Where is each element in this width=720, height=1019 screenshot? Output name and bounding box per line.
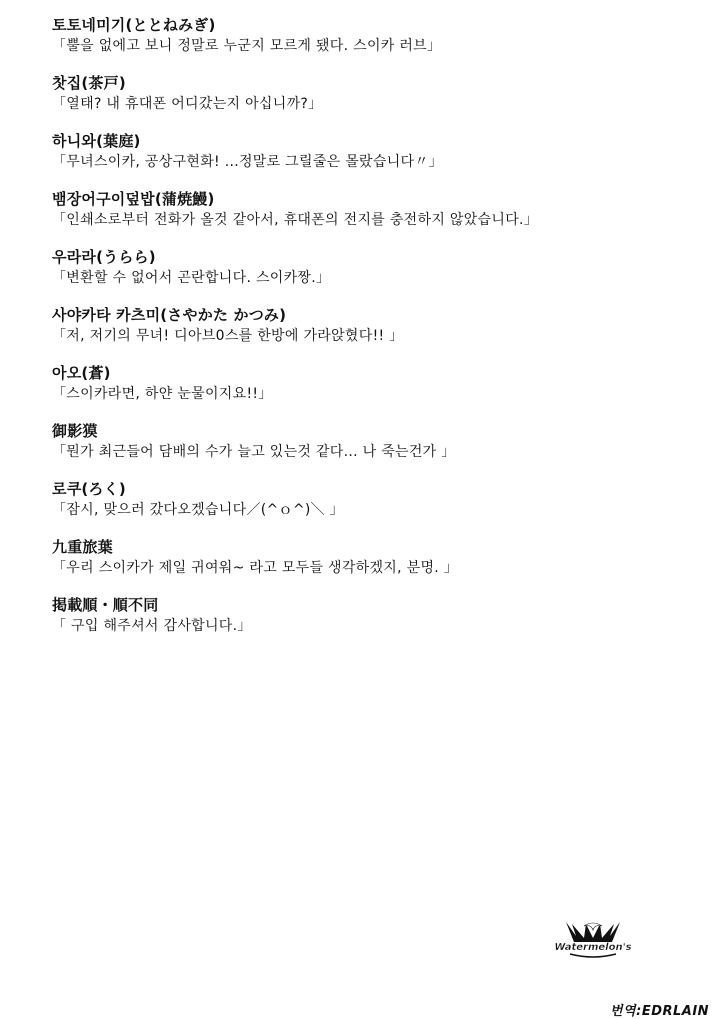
afterword-list	[52, 10, 692, 648]
afterword-entry	[52, 300, 692, 358]
author-message: 「우리 스이카가 제일 귀여워~ 라고 모두들 생각하겠지, 분명. 」	[52, 560, 459, 576]
afterword-entry	[52, 416, 692, 474]
afterword-entry	[52, 10, 692, 68]
afterword-entry	[52, 590, 692, 648]
author-name: 토토네미기(ととねみぎ)	[52, 16, 216, 34]
afterword-entry	[52, 532, 692, 590]
afterword-entry	[52, 184, 692, 242]
author-name: 御影獏	[52, 422, 98, 440]
afterword-entry	[52, 68, 692, 126]
author-message: 「저, 저기의 무녀! 디아브0스를 한방에 가라앉혔다!! 」	[52, 328, 404, 344]
author-message: 「뭔가 최근들어 담배의 수가 늘고 있는것 같다... 나 죽는건가 」	[52, 444, 456, 460]
afterword-entry	[52, 242, 692, 300]
author-name: 로쿠(ろく)	[52, 480, 126, 498]
author-message: 「열태? 내 휴대폰 어디갔는지 아십니까?」	[52, 96, 323, 112]
afterword-entry	[52, 126, 692, 184]
afterword-entry	[52, 474, 692, 532]
logo-wordmark: Watermelon's	[554, 942, 632, 953]
author-message: 「무녀스이카, 공상구현화! ...정말로 그릴줄은 몰랐습니다〃」	[52, 154, 443, 170]
author-message: 「변환할 수 없어서 곤란합니다. 스이카짱.」	[52, 270, 331, 286]
logo-underline-swoosh	[570, 954, 616, 957]
afterword-entry	[52, 358, 692, 416]
author-message: 「잠시, 맞으러 갔다오겠습니다／(^ｏ^)＼ 」	[52, 502, 344, 518]
author-name: 掲載順・順不同	[52, 596, 159, 614]
author-name: 뱀장어구이덮밥(蒲焼鰻)	[52, 190, 215, 208]
author-message: 「인쇄소로부터 전화가 올것 같아서, 휴대폰의 전지를 충전하지 않았습니다.」	[52, 212, 539, 228]
author-name: 九重旅葉	[52, 538, 113, 556]
author-name: 찻집(茶戸)	[52, 74, 126, 92]
author-message: 「스이카라면, 하얀 눈물이지요!!」	[52, 386, 273, 402]
author-message: 「 구입 해주셔서 감사합니다.」	[52, 618, 252, 634]
author-name: 사야카타 카츠미(さやかた かつみ)	[52, 306, 287, 324]
author-name: 아오(蒼)	[52, 364, 111, 382]
translator-credit: 번역:EDRLAIN	[610, 1004, 710, 1019]
watermelons-logo	[548, 918, 638, 962]
author-message: 「뿔을 없에고 보니 정말로 누군지 모르게 됐다. 스이카 러브」	[52, 38, 442, 54]
author-name: 우라라(うらら)	[52, 248, 156, 266]
author-name: 하니와(葉庭)	[52, 132, 141, 150]
